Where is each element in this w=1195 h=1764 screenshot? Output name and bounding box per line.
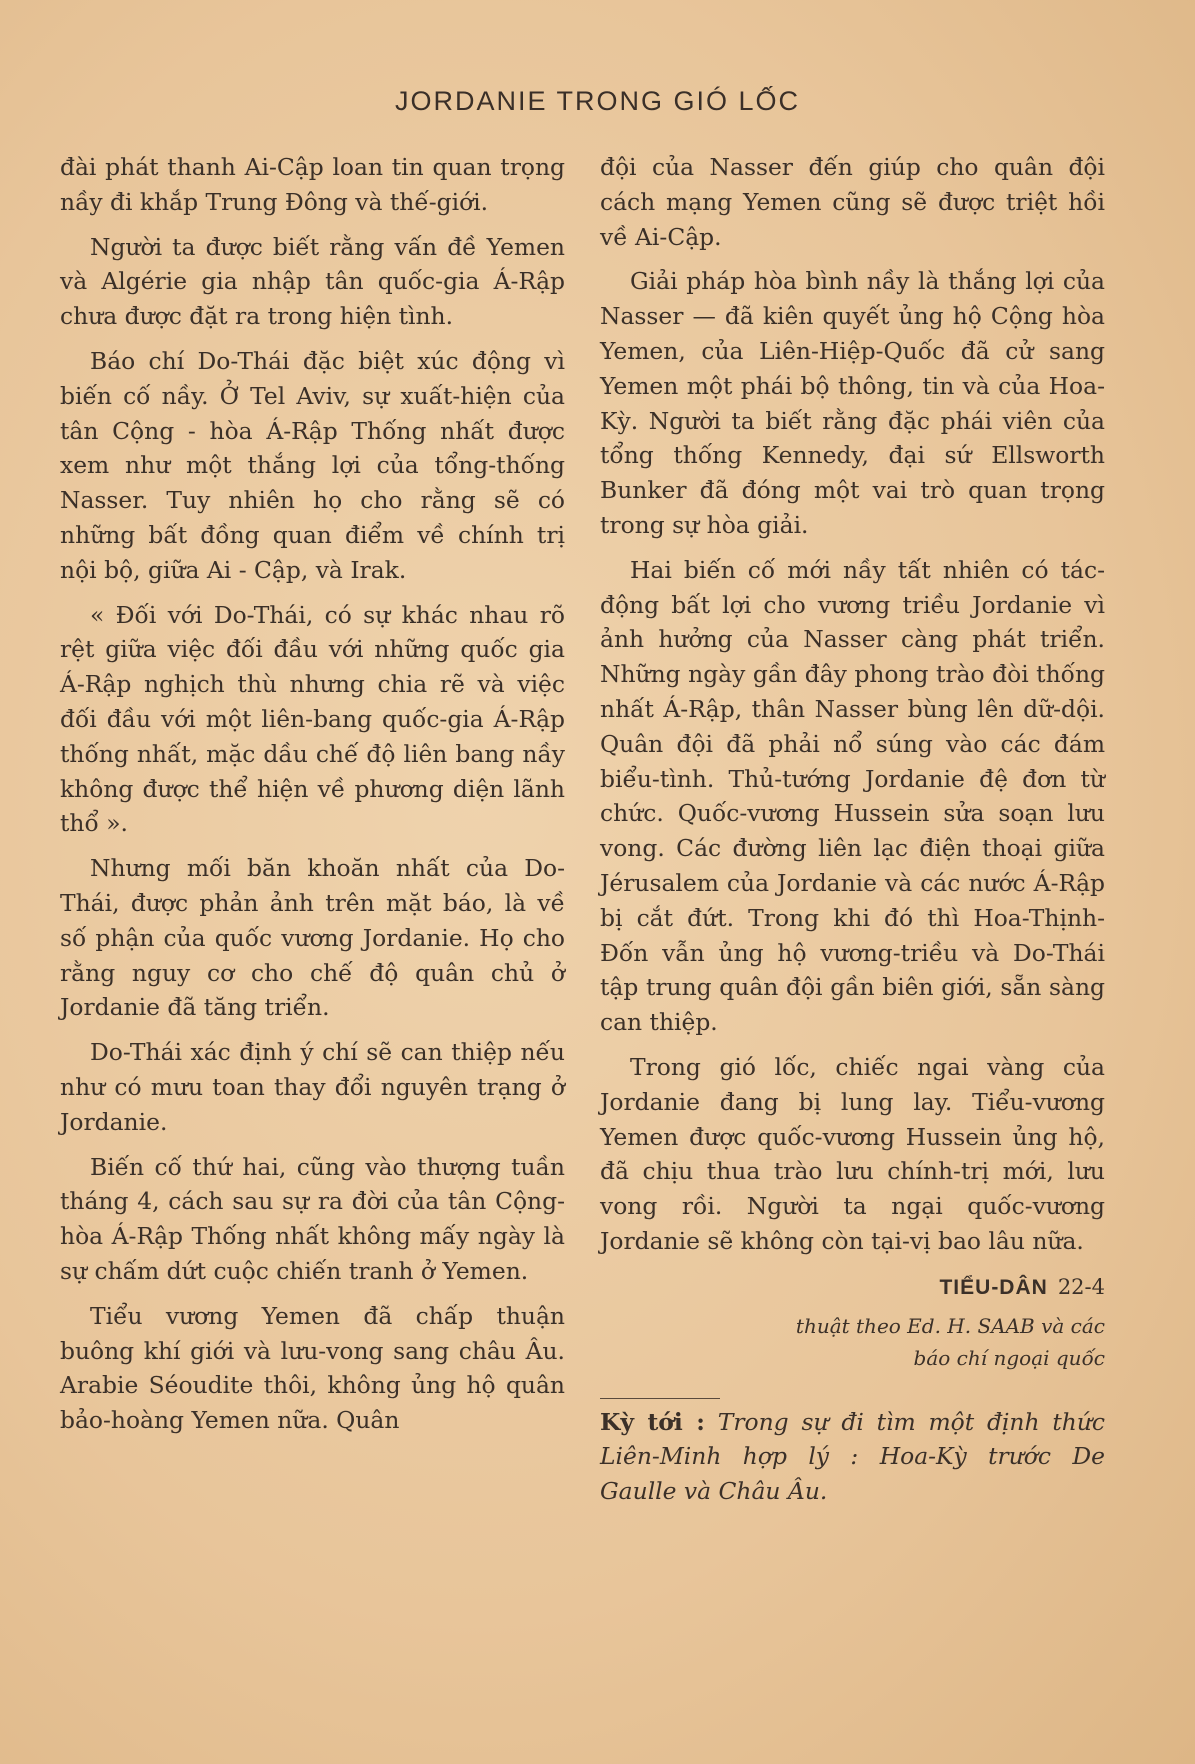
left-column bbox=[60, 150, 565, 1448]
paragraph: đài phát thanh Ai-Cập loan tin quan trọng nầy đi khắp Trung Đông và thế-giới. bbox=[60, 153, 565, 216]
quote-paragraph: « Đối với Do-Thái, có sự khác nhau rõ rệt giữa việc đối đầu với những quốc gia Á-Rập nghịch thù nhưng chia rẽ và việc đối đầu với một liên-bang quốc-gia Á-Rập thống nhất, mặc dầu chế độ liên bang nầy không được thể hiện về phương diện lãnh thổ ». bbox=[60, 600, 565, 838]
signature-date: 22-4 bbox=[1057, 1274, 1105, 1299]
paragraph: đội của Nasser đến giúp cho quân đội cách mạng Yemen cũng sẽ được triệt hồi về Ai-Cập. bbox=[600, 153, 1105, 251]
next-issue-note bbox=[600, 1405, 1105, 1509]
divider bbox=[600, 1398, 720, 1399]
paragraph: Giải pháp hòa bình nầy là thắng lợi của Nasser — đã kiên quyết ủng hộ Cộng hòa Yemen, của Liên-Hiệp-Quốc đã cử sang Yemen một phái bộ thông, tin và của Hoa-Kỳ. Người ta biết rằng đặc phái viên của tổng thống Kennedy, đại sứ Ellsworth Bunker đã đóng một vai trò quan trọng trong sự hòa giải. bbox=[600, 267, 1105, 539]
source-line: thuật theo Ed. H. SAAB và các bbox=[795, 1313, 1105, 1338]
paragraph: Nhưng mối băn khoăn nhất của Do-Thái, được phản ảnh trên mặt báo, là về số phận của quốc vương Jordanie. Họ cho rằng nguy cơ cho chế độ quân chủ ở Jordanie đã tăng triển. bbox=[60, 854, 565, 1022]
next-issue-label: Kỳ tới : bbox=[600, 1407, 705, 1436]
paragraph: Báo chí Do-Thái đặc biệt xúc động vì biến cố nầy. Ở Tel Aviv, sự xuất-hiện của tân Cộng - hòa Á-Rập Thống nhất được xem như một thắng lợi của tổng-thống Nasser. Tuy nhiên họ cho rằng sẽ có những bất đồng quan điểm về chính trị nội bộ, giữa Ai - Cập, và Irak. bbox=[60, 346, 565, 584]
source-credit bbox=[600, 1310, 1105, 1374]
paragraph: Tiểu vương Yemen đã chấp thuận buông khí giới và lưu-vong sang châu Âu. Arabie Séoudite thôi, không ủng hộ quân bảo-hoàng Yemen nữa. Quân bbox=[60, 1301, 565, 1435]
paragraph: Hai biến cố mới nầy tất nhiên có tác-động bất lợi cho vương triều Jordanie vì ảnh hưởng của Nasser càng phát triển. Những ngày gần đây phong trào đòi thống nhất Á-Rập, thân Nasser bùng lên dữ-dội. Quân đội đã phải nổ súng vào các đám biểu-tình. Thủ-tướng Jordanie đệ đơn từ chức. Quốc-vương Hussein sửa soạn lưu vong. Các đường liên lạc điện thoại giữa Jérusalem của Jordanie và các nước Á-Rập bị cắt đứt. Trong khi đó thì Hoa-Thịnh-Đốn vẫn ủng hộ vương-triều và Do-Thái tập trung quân đội gần biên giới, sẵn sàng can thiệp. bbox=[600, 555, 1105, 1037]
paragraph: Biến cố thứ hai, cũng vào thượng tuần tháng 4, cách sau sự ra đời của tân Cộng-hòa Á-Rập Thống nhất không mấy ngày là sự chấm dứt cuộc chiến tranh ở Yemen. bbox=[60, 1152, 565, 1285]
author-name: TIỂU-DÂN bbox=[939, 1275, 1048, 1299]
page-title: JORDANIE TRONG GIÓ LỐC bbox=[394, 86, 801, 116]
author-signature bbox=[600, 1269, 1105, 1306]
paragraph: Trong gió lốc, chiếc ngai vàng của Jordanie đang bị lung lay. Tiểu-vương Yemen được quốc-vương Hussein ủng hộ, đã chịu thua trào lưu chính-trị mới, lưu vong rồi. Người ta ngại quốc-vương Jordanie sẽ không còn tại-vị bao lâu nữa. bbox=[600, 1052, 1105, 1255]
source-line: báo chí ngoại quốc bbox=[913, 1345, 1105, 1370]
right-column bbox=[600, 150, 1105, 1509]
paragraph: Người ta được biết rằng vấn đề Yemen và Algérie gia nhập tân quốc-gia Á-Rập chưa được đặt ra trong hiện tình. bbox=[60, 232, 565, 331]
next-issue-text: Trong sự đi tìm một định thức Liên-Minh hợp lý : Hoa-Kỳ trước De Gaulle và Châu Âu. bbox=[600, 1407, 1105, 1506]
paragraph: Do-Thái xác định ý chí sẽ can thiệp nếu như có mưu toan thay đổi nguyên trạng ở Jordanie. bbox=[60, 1038, 565, 1136]
